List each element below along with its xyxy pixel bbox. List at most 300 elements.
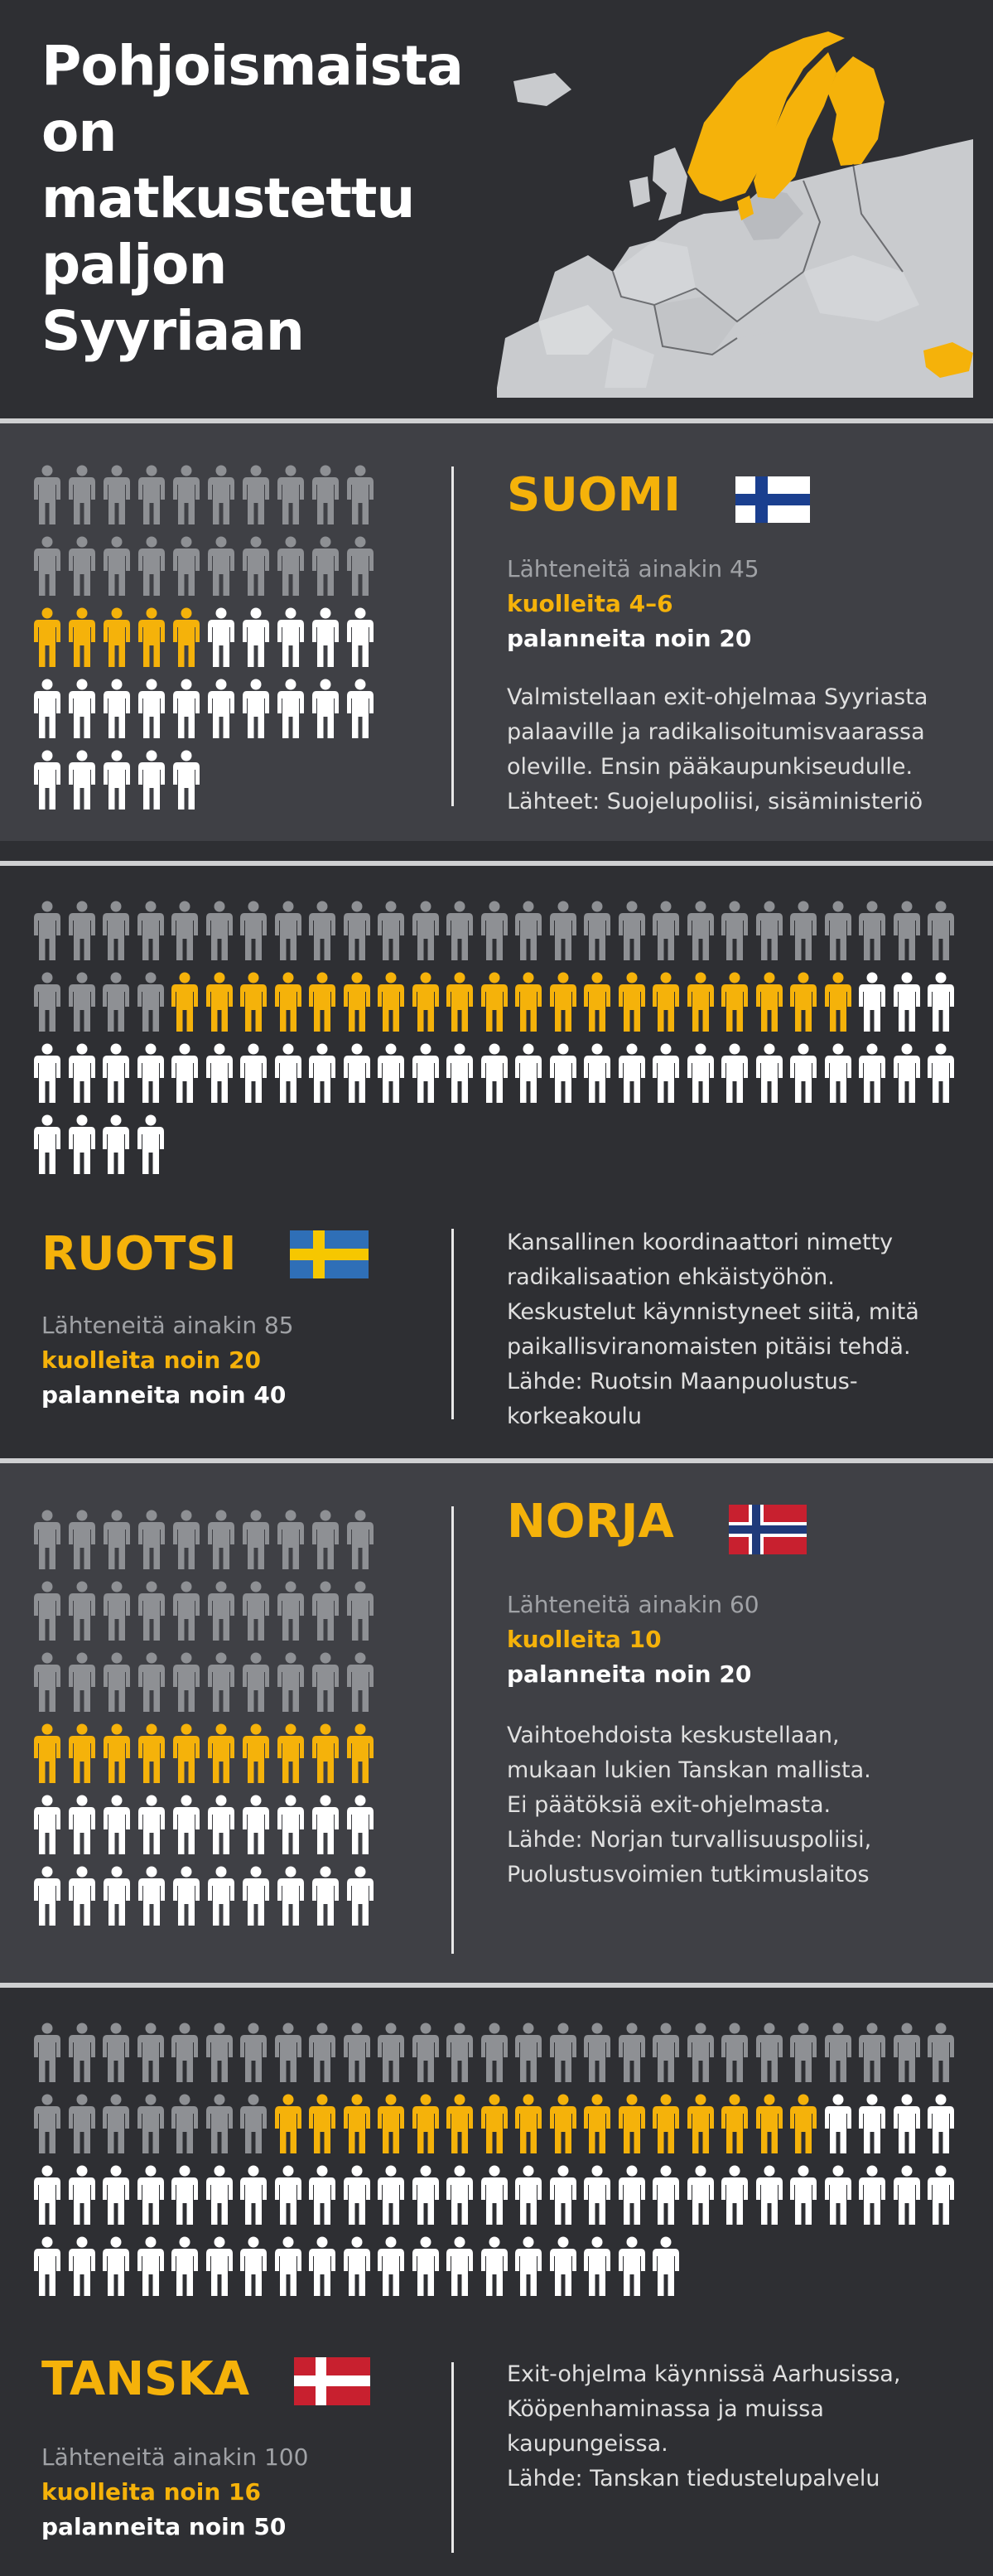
person-returned-icon	[652, 1043, 680, 1108]
person-returned-icon	[308, 2165, 336, 2230]
people-grid-tanska	[33, 2023, 969, 2337]
person-left-icon	[277, 1510, 305, 1574]
stats	[507, 552, 759, 656]
person-left-icon	[721, 2023, 749, 2087]
person-left-icon	[242, 536, 270, 601]
person-returned-icon	[824, 2094, 852, 2158]
person-returned-icon	[68, 1866, 96, 1931]
dead-count: kuolleita 4–6	[507, 590, 673, 617]
person-returned-icon	[927, 1043, 955, 1108]
description-line: Lähteet: Suojelupoliisi, sisäministeriö	[507, 789, 923, 814]
person-dead-icon	[549, 972, 577, 1037]
person-returned-icon	[102, 1114, 130, 1179]
person-dead-icon	[789, 2094, 817, 2158]
person-left-icon	[68, 1652, 96, 1717]
person-left-icon	[68, 465, 96, 529]
person-dead-icon	[172, 1723, 200, 1788]
description	[507, 1718, 987, 1892]
people-grid-norja	[33, 1510, 398, 1957]
divider	[451, 1229, 454, 1419]
country-name: SUOMI	[507, 468, 681, 522]
stats	[507, 1588, 759, 1692]
returned-count: palanneita noin 20	[507, 625, 752, 652]
person-returned-icon	[858, 972, 886, 1037]
divider	[451, 466, 454, 806]
person-returned-icon	[311, 679, 340, 743]
person-left-icon	[893, 2023, 921, 2087]
person-left-icon	[239, 2094, 268, 2158]
person-returned-icon	[137, 1795, 166, 1859]
person-returned-icon	[446, 1043, 474, 1108]
person-dead-icon	[343, 2094, 371, 2158]
person-returned-icon	[721, 1043, 749, 1108]
person-left-icon	[346, 1510, 374, 1574]
person-returned-icon	[377, 2165, 405, 2230]
person-returned-icon	[242, 607, 270, 672]
description-line: palaaville ja radikalisoitumisvaarassa	[507, 719, 925, 745]
person-returned-icon	[242, 1866, 270, 1931]
person-returned-icon	[377, 2236, 405, 2301]
person-left-icon	[207, 536, 235, 601]
person-left-icon	[721, 901, 749, 965]
person-returned-icon	[239, 2165, 268, 2230]
person-dead-icon	[446, 972, 474, 1037]
person-left-icon	[343, 901, 371, 965]
person-left-icon	[205, 2023, 234, 2087]
person-returned-icon	[274, 2236, 302, 2301]
person-returned-icon	[277, 679, 305, 743]
person-returned-icon	[171, 2236, 199, 2301]
person-returned-icon	[239, 1043, 268, 1108]
person-left-icon	[242, 465, 270, 529]
person-dead-icon	[343, 972, 371, 1037]
country-name: NORJA	[507, 1495, 674, 1549]
person-left-icon	[346, 1652, 374, 1717]
person-returned-icon	[103, 1795, 131, 1859]
description-line: Keskustelut käynnistyneet siitä, mitä	[507, 1299, 919, 1325]
person-left-icon	[207, 1652, 235, 1717]
person-returned-icon	[652, 2165, 680, 2230]
person-left-icon	[583, 901, 611, 965]
person-returned-icon	[171, 2165, 199, 2230]
person-returned-icon	[652, 2236, 680, 2301]
person-returned-icon	[583, 1043, 611, 1108]
person-returned-icon	[858, 2094, 886, 2158]
person-dead-icon	[33, 607, 61, 672]
person-returned-icon	[721, 2165, 749, 2230]
person-returned-icon	[172, 679, 200, 743]
person-left-icon	[33, 901, 61, 965]
person-returned-icon	[480, 1043, 509, 1108]
person-returned-icon	[205, 1043, 234, 1108]
person-returned-icon	[68, 1114, 96, 1179]
person-left-icon	[137, 465, 166, 529]
person-left-icon	[755, 901, 783, 965]
person-left-icon	[172, 1652, 200, 1717]
person-left-icon	[172, 536, 200, 601]
stats	[41, 2440, 308, 2545]
person-returned-icon	[33, 679, 61, 743]
person-dead-icon	[33, 1723, 61, 1788]
person-left-icon	[311, 1510, 340, 1574]
description	[507, 2357, 987, 2496]
person-dead-icon	[789, 972, 817, 1037]
person-returned-icon	[377, 1043, 405, 1108]
person-returned-icon	[308, 1043, 336, 1108]
person-left-icon	[480, 901, 509, 965]
person-dead-icon	[583, 2094, 611, 2158]
person-left-icon	[618, 901, 646, 965]
description-line: Puolustusvoimien tutkimuslaitos	[507, 1862, 870, 1887]
person-left-icon	[824, 901, 852, 965]
person-left-icon	[33, 536, 61, 601]
person-left-icon	[687, 901, 715, 965]
person-dead-icon	[103, 607, 131, 672]
person-left-icon	[102, 901, 130, 965]
person-returned-icon	[137, 1043, 165, 1108]
person-dead-icon	[308, 972, 336, 1037]
person-left-icon	[205, 901, 234, 965]
person-left-icon	[103, 1652, 131, 1717]
person-returned-icon	[242, 1795, 270, 1859]
person-returned-icon	[412, 1043, 440, 1108]
person-left-icon	[308, 901, 336, 965]
person-returned-icon	[33, 750, 61, 814]
person-left-icon	[480, 2023, 509, 2087]
returned-count: palanneita noin 20	[507, 1660, 752, 1688]
person-dead-icon	[205, 972, 234, 1037]
person-dead-icon	[172, 607, 200, 672]
person-dead-icon	[652, 972, 680, 1037]
person-left-icon	[652, 2023, 680, 2087]
country-band-ruotsi	[0, 861, 993, 1446]
person-left-icon	[618, 2023, 646, 2087]
person-dead-icon	[137, 1723, 166, 1788]
person-left-icon	[103, 536, 131, 601]
denmark-flag-icon	[294, 2357, 370, 2405]
description-line: Ei päätöksiä exit-ohjelmasta.	[507, 1792, 832, 1818]
person-returned-icon	[103, 679, 131, 743]
person-left-icon	[33, 1652, 61, 1717]
person-left-icon	[446, 2023, 474, 2087]
person-returned-icon	[343, 2236, 371, 2301]
person-left-icon	[172, 1510, 200, 1574]
person-returned-icon	[412, 2165, 440, 2230]
person-returned-icon	[480, 2165, 509, 2230]
person-returned-icon	[137, 750, 166, 814]
person-returned-icon	[311, 1866, 340, 1931]
person-returned-icon	[33, 2236, 61, 2301]
person-returned-icon	[172, 750, 200, 814]
person-dead-icon	[274, 2094, 302, 2158]
person-returned-icon	[137, 1866, 166, 1931]
person-left-icon	[377, 901, 405, 965]
person-returned-icon	[277, 1795, 305, 1859]
person-dead-icon	[446, 2094, 474, 2158]
person-left-icon	[33, 2094, 61, 2158]
description-line: radikalisaation ehkäistyöhön.	[507, 1264, 835, 1290]
person-left-icon	[311, 1581, 340, 1646]
person-returned-icon	[239, 2236, 268, 2301]
person-returned-icon	[207, 607, 235, 672]
person-left-icon	[311, 465, 340, 529]
person-returned-icon	[207, 1866, 235, 1931]
person-dead-icon	[103, 1723, 131, 1788]
person-returned-icon	[583, 2236, 611, 2301]
person-dead-icon	[68, 1723, 96, 1788]
person-returned-icon	[274, 2165, 302, 2230]
person-left-icon	[893, 901, 921, 965]
person-returned-icon	[514, 2236, 542, 2301]
person-left-icon	[514, 901, 542, 965]
person-dead-icon	[687, 2094, 715, 2158]
person-left-icon	[687, 2023, 715, 2087]
person-left-icon	[549, 901, 577, 965]
person-left-icon	[277, 536, 305, 601]
person-returned-icon	[137, 1114, 165, 1179]
person-returned-icon	[858, 2165, 886, 2230]
description-line: oleville. Ensin pääkaupunkiseudulle.	[507, 754, 913, 780]
left-count: Lähteneitä ainakin 100	[41, 2443, 309, 2471]
left-count: Lähteneitä ainakin 85	[41, 1312, 294, 1339]
person-dead-icon	[311, 1723, 340, 1788]
country-name: TANSKA	[41, 2352, 250, 2406]
person-left-icon	[207, 1581, 235, 1646]
person-left-icon	[346, 536, 374, 601]
dead-count: kuolleita 10	[507, 1626, 662, 1653]
person-returned-icon	[549, 2236, 577, 2301]
person-left-icon	[103, 1581, 131, 1646]
person-returned-icon	[103, 750, 131, 814]
person-returned-icon	[205, 2236, 234, 2301]
person-returned-icon	[102, 2165, 130, 2230]
person-left-icon	[377, 2023, 405, 2087]
person-dead-icon	[242, 1723, 270, 1788]
person-returned-icon	[549, 1043, 577, 1108]
person-returned-icon	[789, 2165, 817, 2230]
person-returned-icon	[311, 607, 340, 672]
description-line: Lähde: Norjan turvallisuuspoliisi,	[507, 1827, 872, 1853]
stats	[41, 1308, 294, 1413]
description-line: Vaihtoehdoista keskustellaan,	[507, 1723, 840, 1748]
person-returned-icon	[137, 679, 166, 743]
people-grid-ruotsi	[33, 901, 969, 1216]
country-band-tanska	[0, 1983, 993, 2576]
person-dead-icon	[377, 972, 405, 1037]
person-left-icon	[68, 972, 96, 1037]
person-returned-icon	[618, 2236, 646, 2301]
person-returned-icon	[33, 1114, 61, 1179]
person-left-icon	[274, 901, 302, 965]
person-dead-icon	[239, 972, 268, 1037]
person-returned-icon	[172, 1866, 200, 1931]
person-returned-icon	[277, 1866, 305, 1931]
person-left-icon	[207, 465, 235, 529]
person-dead-icon	[480, 972, 509, 1037]
person-returned-icon	[102, 1043, 130, 1108]
header	[0, 0, 993, 418]
person-returned-icon	[171, 1043, 199, 1108]
people-grid-suomi	[33, 465, 398, 813]
person-left-icon	[412, 901, 440, 965]
person-left-icon	[137, 901, 165, 965]
person-returned-icon	[137, 2236, 165, 2301]
person-left-icon	[242, 1652, 270, 1717]
description-line: Lähde: Tanskan tiedustelupalvelu	[507, 2466, 880, 2491]
description-line: kaupungeissa.	[507, 2431, 668, 2457]
left-count: Lähteneitä ainakin 60	[507, 1591, 759, 1618]
returned-count: palanneita noin 40	[41, 1381, 287, 1409]
person-returned-icon	[824, 2165, 852, 2230]
description-line: korkeakoulu	[507, 1404, 643, 1429]
person-returned-icon	[618, 2165, 646, 2230]
person-left-icon	[102, 2094, 130, 2158]
person-left-icon	[33, 465, 61, 529]
person-left-icon	[514, 2023, 542, 2087]
person-returned-icon	[242, 679, 270, 743]
person-returned-icon	[755, 2165, 783, 2230]
person-left-icon	[311, 536, 340, 601]
person-returned-icon	[33, 1043, 61, 1108]
europe-map-icon	[489, 23, 977, 398]
person-left-icon	[927, 2023, 955, 2087]
person-returned-icon	[68, 679, 96, 743]
person-left-icon	[927, 901, 955, 965]
person-returned-icon	[68, 1043, 96, 1108]
person-dead-icon	[687, 972, 715, 1037]
person-dead-icon	[68, 607, 96, 672]
person-returned-icon	[480, 2236, 509, 2301]
person-dead-icon	[721, 972, 749, 1037]
person-returned-icon	[207, 1795, 235, 1859]
person-left-icon	[103, 1510, 131, 1574]
person-left-icon	[102, 2023, 130, 2087]
person-returned-icon	[311, 1795, 340, 1859]
person-dead-icon	[412, 972, 440, 1037]
person-returned-icon	[446, 2236, 474, 2301]
person-dead-icon	[207, 1723, 235, 1788]
person-left-icon	[171, 2023, 199, 2087]
person-left-icon	[137, 1581, 166, 1646]
dead-count: kuolleita noin 20	[41, 1346, 262, 1374]
person-left-icon	[172, 1581, 200, 1646]
person-returned-icon	[687, 2165, 715, 2230]
person-left-icon	[789, 2023, 817, 2087]
person-left-icon	[172, 465, 200, 529]
description	[507, 680, 987, 819]
page-title: Pohjoismaista on matkustettu paljon Syyriaan	[41, 34, 463, 363]
person-left-icon	[68, 901, 96, 965]
person-returned-icon	[346, 607, 374, 672]
country-band-suomi	[0, 418, 993, 841]
description-line: Valmistellaan exit-ohjelmaa Syyriasta	[507, 684, 928, 710]
person-returned-icon	[68, 750, 96, 814]
person-left-icon	[102, 972, 130, 1037]
person-left-icon	[68, 1581, 96, 1646]
person-left-icon	[277, 1652, 305, 1717]
person-left-icon	[311, 1652, 340, 1717]
person-returned-icon	[205, 2165, 234, 2230]
person-returned-icon	[346, 1866, 374, 1931]
person-returned-icon	[927, 2165, 955, 2230]
person-returned-icon	[927, 972, 955, 1037]
finland-flag-icon	[735, 476, 810, 523]
person-returned-icon	[687, 1043, 715, 1108]
person-returned-icon	[68, 2236, 96, 2301]
person-returned-icon	[755, 1043, 783, 1108]
person-dead-icon	[137, 607, 166, 672]
person-returned-icon	[583, 2165, 611, 2230]
person-left-icon	[68, 1510, 96, 1574]
person-returned-icon	[893, 2165, 921, 2230]
person-left-icon	[343, 2023, 371, 2087]
person-returned-icon	[789, 1043, 817, 1108]
person-dead-icon	[618, 972, 646, 1037]
person-left-icon	[171, 901, 199, 965]
person-returned-icon	[514, 2165, 542, 2230]
person-returned-icon	[927, 2094, 955, 2158]
person-returned-icon	[68, 2165, 96, 2230]
person-left-icon	[103, 465, 131, 529]
person-returned-icon	[33, 2165, 61, 2230]
person-left-icon	[446, 901, 474, 965]
person-left-icon	[171, 2094, 199, 2158]
person-left-icon	[242, 1510, 270, 1574]
person-returned-icon	[68, 1795, 96, 1859]
person-returned-icon	[893, 1043, 921, 1108]
person-returned-icon	[549, 2165, 577, 2230]
person-returned-icon	[446, 2165, 474, 2230]
person-left-icon	[33, 1581, 61, 1646]
sweden-flag-icon	[290, 1230, 369, 1278]
person-left-icon	[274, 2023, 302, 2087]
person-dead-icon	[274, 972, 302, 1037]
person-left-icon	[277, 1581, 305, 1646]
person-left-icon	[824, 2023, 852, 2087]
person-left-icon	[33, 2023, 61, 2087]
person-dead-icon	[824, 972, 852, 1037]
returned-count: palanneita noin 50	[41, 2513, 287, 2540]
person-left-icon	[346, 465, 374, 529]
person-dead-icon	[514, 972, 542, 1037]
person-left-icon	[277, 465, 305, 529]
person-returned-icon	[858, 1043, 886, 1108]
person-returned-icon	[308, 2236, 336, 2301]
person-left-icon	[652, 901, 680, 965]
person-left-icon	[33, 972, 61, 1037]
person-returned-icon	[137, 2165, 165, 2230]
person-left-icon	[205, 2094, 234, 2158]
person-left-icon	[137, 2023, 165, 2087]
person-left-icon	[583, 2023, 611, 2087]
person-left-icon	[137, 2094, 165, 2158]
person-left-icon	[33, 1510, 61, 1574]
person-returned-icon	[274, 1043, 302, 1108]
person-left-icon	[308, 2023, 336, 2087]
person-returned-icon	[346, 679, 374, 743]
person-returned-icon	[102, 2236, 130, 2301]
person-left-icon	[137, 1652, 166, 1717]
description-line: Kansallinen koordinaattori nimetty	[507, 1230, 894, 1255]
person-returned-icon	[893, 2094, 921, 2158]
person-left-icon	[346, 1581, 374, 1646]
person-left-icon	[858, 2023, 886, 2087]
person-left-icon	[239, 901, 268, 965]
left-count: Lähteneitä ainakin 45	[507, 555, 759, 582]
person-left-icon	[68, 2023, 96, 2087]
person-left-icon	[68, 536, 96, 601]
person-left-icon	[239, 2023, 268, 2087]
